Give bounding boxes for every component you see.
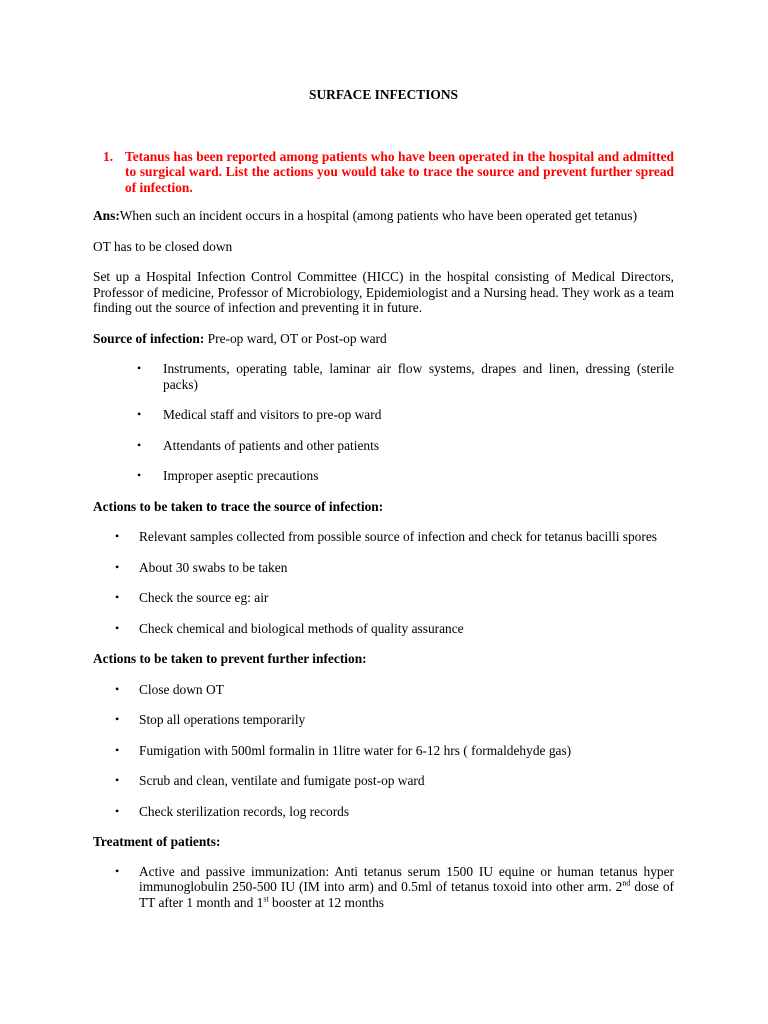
bullet-icon: •	[115, 590, 120, 604]
bullet-icon: •	[115, 803, 120, 818]
question-1	[93, 149, 674, 196]
ot-paragraph: OT has to be closed down	[93, 238, 233, 254]
bullet-icon: •	[137, 468, 142, 482]
treatment-text: Active and passive immunization: Anti tetanus serum 1500 IU equine or human tetanus hyper immunoglobulin 250-500 IU (IM into arm) and 0.5ml of tetanus toxoid into other arm. 2nd dose of TT after 1 month and 1st booster at 12 months	[139, 863, 674, 910]
source-label: Source of infection:	[93, 330, 205, 346]
document-title: SURFACE INFECTIONS	[309, 87, 458, 102]
answer-paragraph	[93, 208, 674, 224]
list-item: • Scrub and clean, ventilate and fumigate post-op ward	[93, 773, 674, 789]
bullet-icon: •	[115, 620, 120, 635]
hicc-paragraph: Set up a Hospital Infection Control Committee (HICC) in the hospital consisting of Medical Directors, Professor of medicine, Professor of Microbiology, Epidemiologist and a Nursing head. They work as a team finding out the source of infection and preventing it in future.	[93, 269, 674, 315]
list-item: • Close down OT	[93, 682, 674, 698]
bullet-icon: •	[115, 681, 120, 696]
bullet-icon: •	[115, 712, 120, 726]
bullet-icon: •	[137, 361, 142, 375]
list-item: • Attendants of patients and other patients	[93, 438, 674, 454]
list-item: • Fumigation with 500ml formalin in 1litre water for 6-12 hrs ( formaldehyde gas)	[93, 743, 674, 759]
trace-list	[93, 529, 674, 636]
list-item: • Check the source eg: air	[93, 590, 674, 606]
list-item: • About 30 swabs to be taken	[93, 560, 674, 576]
treatment-list	[93, 864, 674, 911]
prevent-list	[93, 682, 674, 820]
source-paragraph	[93, 331, 674, 347]
bullet-icon: •	[115, 742, 120, 757]
document-content	[93, 87, 674, 910]
bullet-icon: •	[115, 863, 120, 878]
answer-label: Ans:	[93, 208, 120, 223]
source-list	[93, 361, 674, 484]
list-item: • Improper aseptic precautions	[93, 468, 674, 484]
trace-heading: Actions to be taken to trace the source of infection:	[93, 498, 384, 514]
prevent-heading: Actions to be taken to prevent further infection:	[93, 651, 367, 666]
bullet-icon: •	[115, 529, 120, 543]
list-item: • Instruments, operating table, laminar air flow systems, drapes and linen, dressing (sterile packs)	[93, 361, 674, 392]
list-item: • Check chemical and biological methods of quality assurance	[93, 621, 674, 637]
bullet-icon: •	[115, 773, 120, 787]
list-item: • Check sterilization records, log records	[93, 804, 674, 820]
question-text: Tetanus has been reported among patients who have been operated in the hospital and admitted to surgical ward. List the actions you would take to trace the source and prevent further spread of infection.	[125, 148, 674, 195]
list-item	[93, 864, 674, 911]
bullet-icon: •	[115, 559, 120, 574]
list-item: • Relevant samples collected from possible source of infection and check for tetanus bacilli spores	[93, 529, 674, 545]
answer-text: When such an incident occurs in a hospital (among patients who have been operated get tetanus)	[119, 208, 638, 223]
question-number: 1.	[103, 148, 114, 164]
source-text: Pre-op ward, OT or Post-op ward	[204, 330, 387, 346]
list-item: • Stop all operations temporarily	[93, 712, 674, 728]
bullet-icon: •	[137, 437, 142, 452]
bullet-icon: •	[137, 407, 142, 421]
list-item: • Medical staff and visitors to pre-op ward	[93, 407, 674, 423]
treatment-heading: Treatment of patients:	[93, 834, 221, 849]
